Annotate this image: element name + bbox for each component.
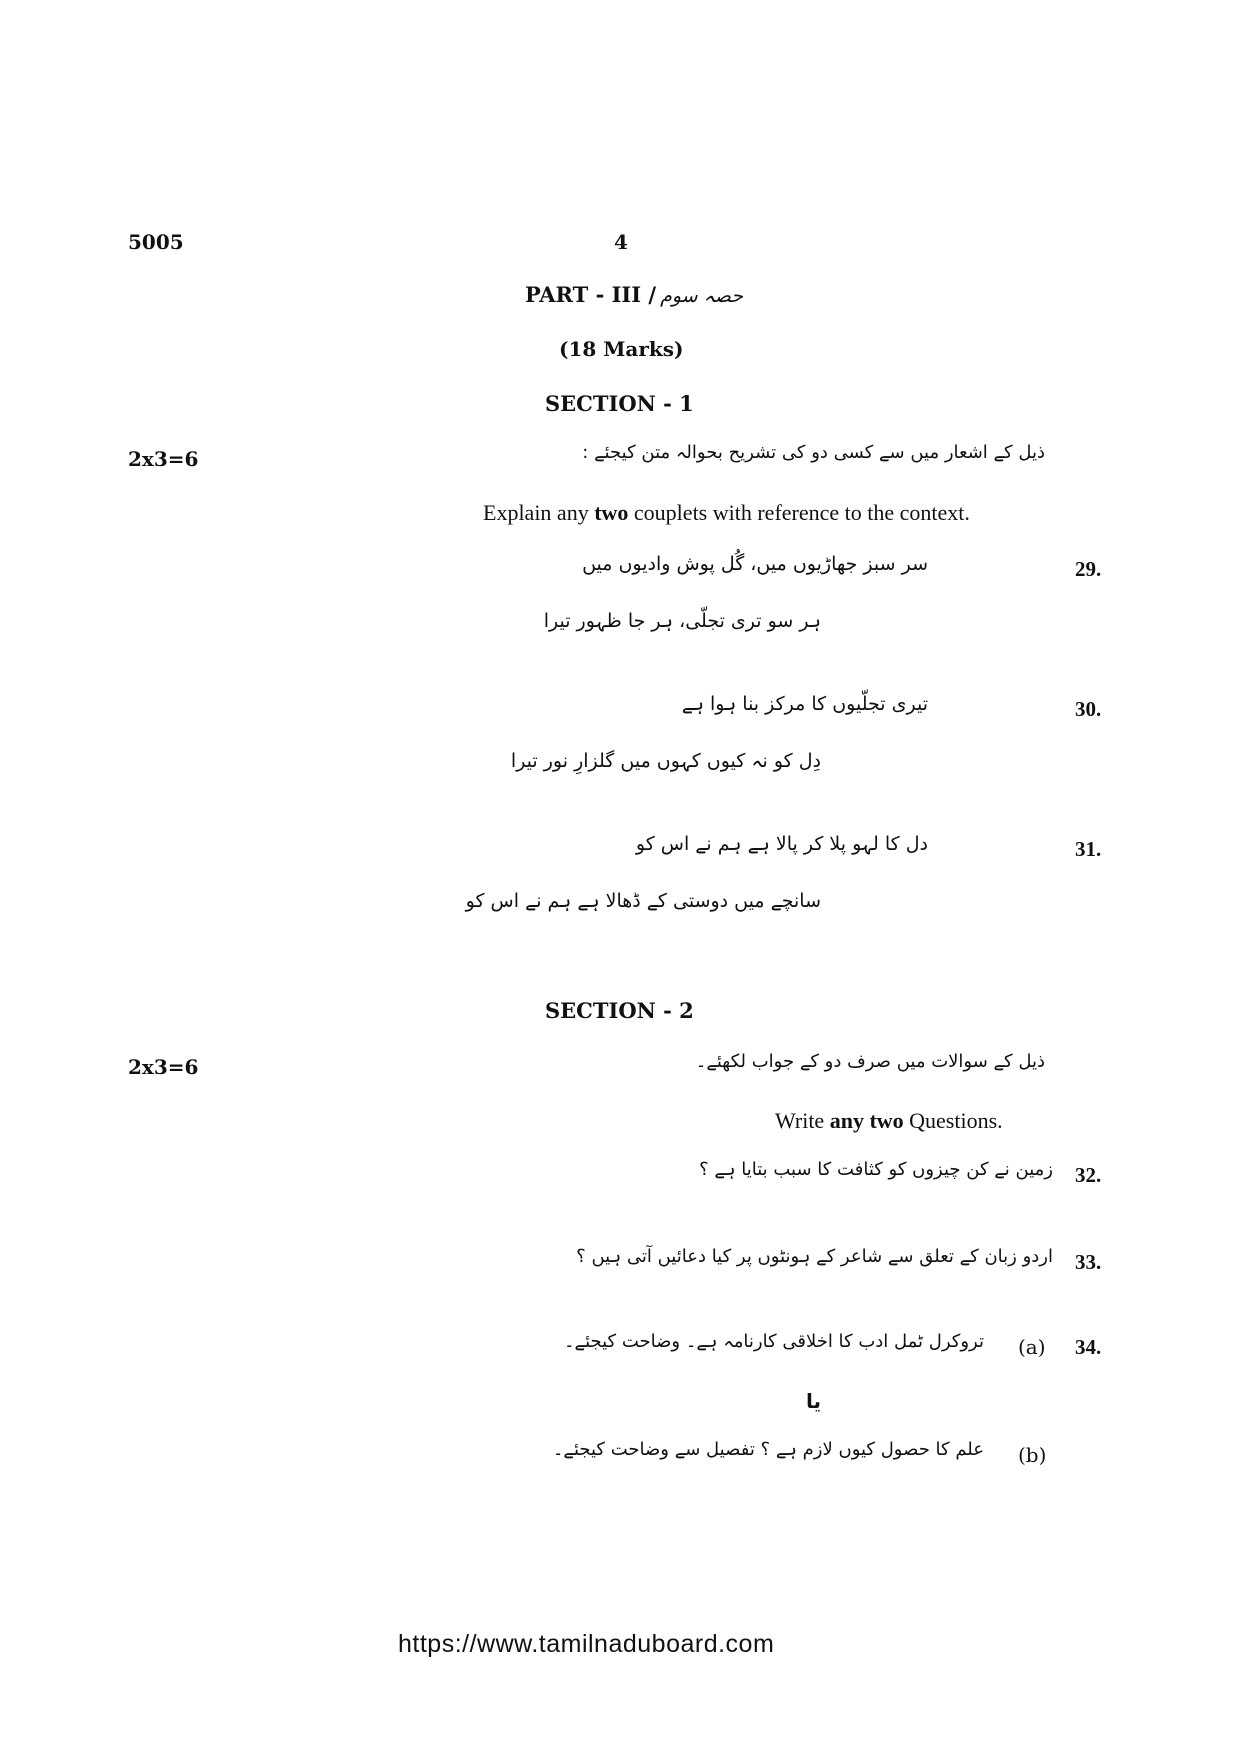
option-b-text: علم کا حصول کیوں لازم ہے ؟ تفصیل سے وضاحت کیجئے۔ <box>552 1439 984 1460</box>
part-title-english: PART - III / <box>525 282 657 307</box>
question-number: 32. <box>1075 1163 1102 1187</box>
question-number: 31. <box>1075 837 1102 861</box>
option-a-text: تروکرل ٹمل ادب کا اخلاقی کارنامہ ہے۔ وضاحت کیجئے۔ <box>563 1331 984 1352</box>
page-number: 4 <box>614 230 628 254</box>
couplet-line-2: ہر سو تری تجلّی، ہر جا ظہور تیرا <box>543 610 821 632</box>
couplet-line-1: تیری تجلّیوں کا مرکز بنا ہوا ہے <box>681 693 928 715</box>
question-text: اردو زبان کے تعلق سے شاعر کے ہونٹوں پر کیا دعائیں آتی ہیں ؟ <box>576 1246 1053 1267</box>
instruction-emphasis: any two <box>829 1108 904 1133</box>
section-1-marks: 2x3=6 <box>128 447 199 471</box>
section-2-marks: 2x3=6 <box>128 1055 199 1079</box>
question-text: زمین نے کن چیزوں کو کثافت کا سبب بتایا ہے ؟ <box>699 1159 1053 1180</box>
total-marks: (18 Marks) <box>559 337 684 361</box>
paper-code: 5005 <box>128 230 184 254</box>
instruction-emphasis: two <box>594 500 629 525</box>
couplet-line-2: سانچے میں دوستی کے ڈھالا ہے ہم نے اس کو <box>465 890 821 912</box>
section-1-title: SECTION - 1 <box>545 391 694 416</box>
section-2-instruction-english <box>775 1108 1003 1134</box>
question-number: 30. <box>1075 697 1102 721</box>
question-number: 34. <box>1075 1335 1102 1359</box>
couplet-line-1: دل کا لہو پلا کر پالا ہے ہم نے اس کو <box>635 833 928 855</box>
part-title <box>525 282 743 307</box>
part-title-urdu: حصہ سوم <box>660 285 743 307</box>
couplet-line-1: سر سبز جھاڑیوں میں، گُل پوش وادیوں میں <box>582 553 928 575</box>
question-number: 33. <box>1075 1250 1102 1274</box>
option-a-label: (a) <box>1018 1335 1046 1359</box>
section-1-instruction-urdu: ذیل کے اشعار میں سے کسی دو کی تشریح بحوالہ متن کیجئے : <box>582 442 1045 463</box>
instruction-text: Write <box>775 1108 825 1133</box>
instruction-text: couplets with reference to the context. <box>633 500 970 525</box>
question-number: 29. <box>1075 557 1102 581</box>
instruction-text: Explain any <box>483 500 589 525</box>
section-1-instruction-english <box>483 500 970 526</box>
section-2-instruction-urdu: ذیل کے سوالات میں صرف دو کے جواب لکھئے۔ <box>695 1051 1045 1072</box>
instruction-text: Questions. <box>909 1108 1003 1133</box>
option-b-label: (b) <box>1018 1443 1047 1467</box>
couplet-line-2: دِل کو نہ کیوں کہوں میں گلزارِ نور تیرا <box>510 750 821 772</box>
section-2-title: SECTION - 2 <box>545 998 694 1023</box>
or-separator: یا <box>806 1389 822 1413</box>
footer-website-url: https://www.tamilnaduboard.com <box>398 1630 775 1658</box>
